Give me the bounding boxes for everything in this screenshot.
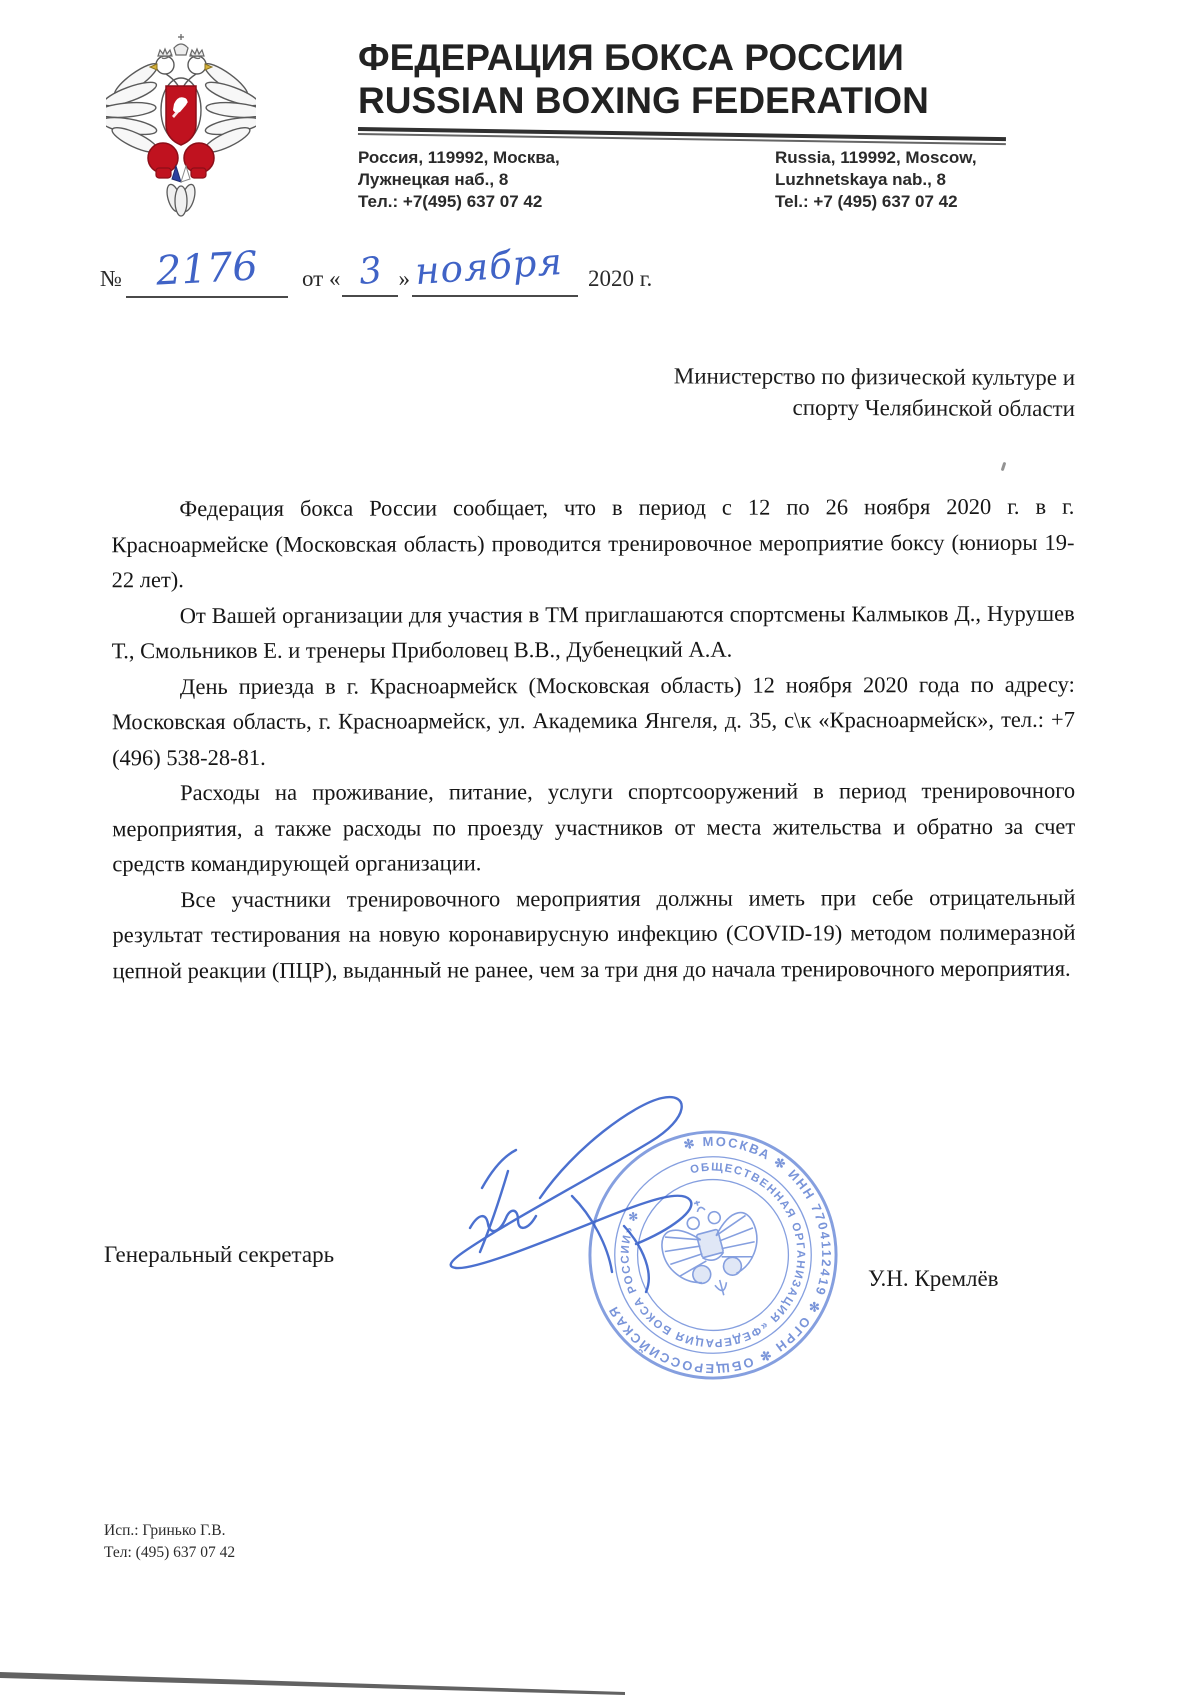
letter-body (111, 489, 1075, 989)
scan-speck (1001, 462, 1007, 471)
executor-phone: Тел: (495) 637 07 42 (104, 1544, 236, 1561)
title-underline (358, 127, 1006, 145)
handwritten-number: 2176 (154, 243, 259, 295)
month-blank (412, 239, 578, 297)
scan-artifact-line (0, 1660, 1200, 1697)
recipient-block (112, 358, 1075, 424)
org-name-en: RUSSIAN BOXING FEDERATION (358, 80, 929, 121)
org-name-ru: ФЕДЕРАЦИЯ БОКСА РОССИИ (358, 37, 904, 78)
address-ru-line: Лужнецкая наб., 8 (358, 170, 509, 189)
paragraph: От Вашей организации для участия в ТМ приглашаются спортсмены Калмыков Д., Нурушев Т., Смольников Е. и тренеры Приболовец В.В., Дубенецкий А.А. (111, 600, 1075, 664)
executor-line: Исп.: Гринько Г.В. (104, 1522, 226, 1539)
year-label: 2020 г. (587, 266, 653, 291)
stamp-outer-ring-text: ✻ МОСКВА ✻ ИНН 7704112419 ✻ ОГРН ✻ ОБЩЕРОССИЙСКАЯ (604, 1133, 835, 1377)
address-ru (358, 147, 658, 213)
letterhead (358, 36, 1038, 213)
number-blank (126, 243, 288, 298)
recipient-line: Министерство по физической культуре и (673, 363, 1076, 391)
recipient-line: спорту Челябинской области (792, 394, 1075, 422)
federation-emblem-icon (106, 30, 256, 220)
address-ru-line: Россия, 119992, Москва, (358, 148, 560, 167)
address-en (775, 147, 977, 213)
signer-title: Генеральный секретарь (104, 1242, 335, 1267)
number-sign: № (100, 266, 122, 291)
handwritten-day: 3 (356, 249, 384, 294)
address-en-line: Russia, 119992, Moscow, (775, 148, 977, 167)
stamp-inner-ring-text: ОБЩЕСТВЕННАЯ ОРГАНИЗАЦИЯ «ФЕДЕРАЦИЯ БОКСА РОССИИ» ✻ (619, 1161, 807, 1349)
close-quote: » (398, 266, 410, 291)
day-blank (342, 249, 398, 297)
paragraph: Федерация бокса России сообщает, что в период с 12 по 26 ноября 2020 г. в г. Красноармейске (Московская область) проводится тренировочное мероприятие боксу (юниоры 19-22 лет). (111, 493, 1075, 593)
handwritten-month: ноября (413, 239, 565, 294)
footer-block (104, 1520, 235, 1564)
paragraph: Все участники тренировочного мероприятия должны иметь при себе отрицательный результат тестирования на новую коронавирусную инфекцию (COVID-19) методом полимеразной цепной реакции (ПЦР), выданный не ранее, чем за три дня до начала тренировочного мероприятия. (112, 884, 1076, 983)
address-en-line: Tel.: +7 (495) 637 07 42 (775, 192, 958, 211)
signature-icon (412, 1076, 727, 1311)
paragraph: Расходы на проживание, питание, услуги спортсооружений в период тренировочного мероприятия, а также расходы по проезду участников от места жительства и обратно за счет средств командирующей организации. (112, 777, 1076, 877)
from-label: от « (301, 266, 341, 291)
signer-name: У.Н. Кремлёв (868, 1266, 999, 1291)
address-en-line: Luzhnetskaya nab., 8 (775, 170, 946, 189)
paragraph: День приезда в г. Красноармейск (Московская область) 12 ноября 2020 года по адресу: Московская область, г. Красноармейск, ул. Академика Янгеля, д. 35, с\к «Красноармейск», тел.: +7 (496) 538-28-81. (111, 671, 1075, 770)
address-ru-line: Тел.: +7(495) 637 07 42 (358, 192, 543, 211)
reference-line (100, 239, 653, 298)
